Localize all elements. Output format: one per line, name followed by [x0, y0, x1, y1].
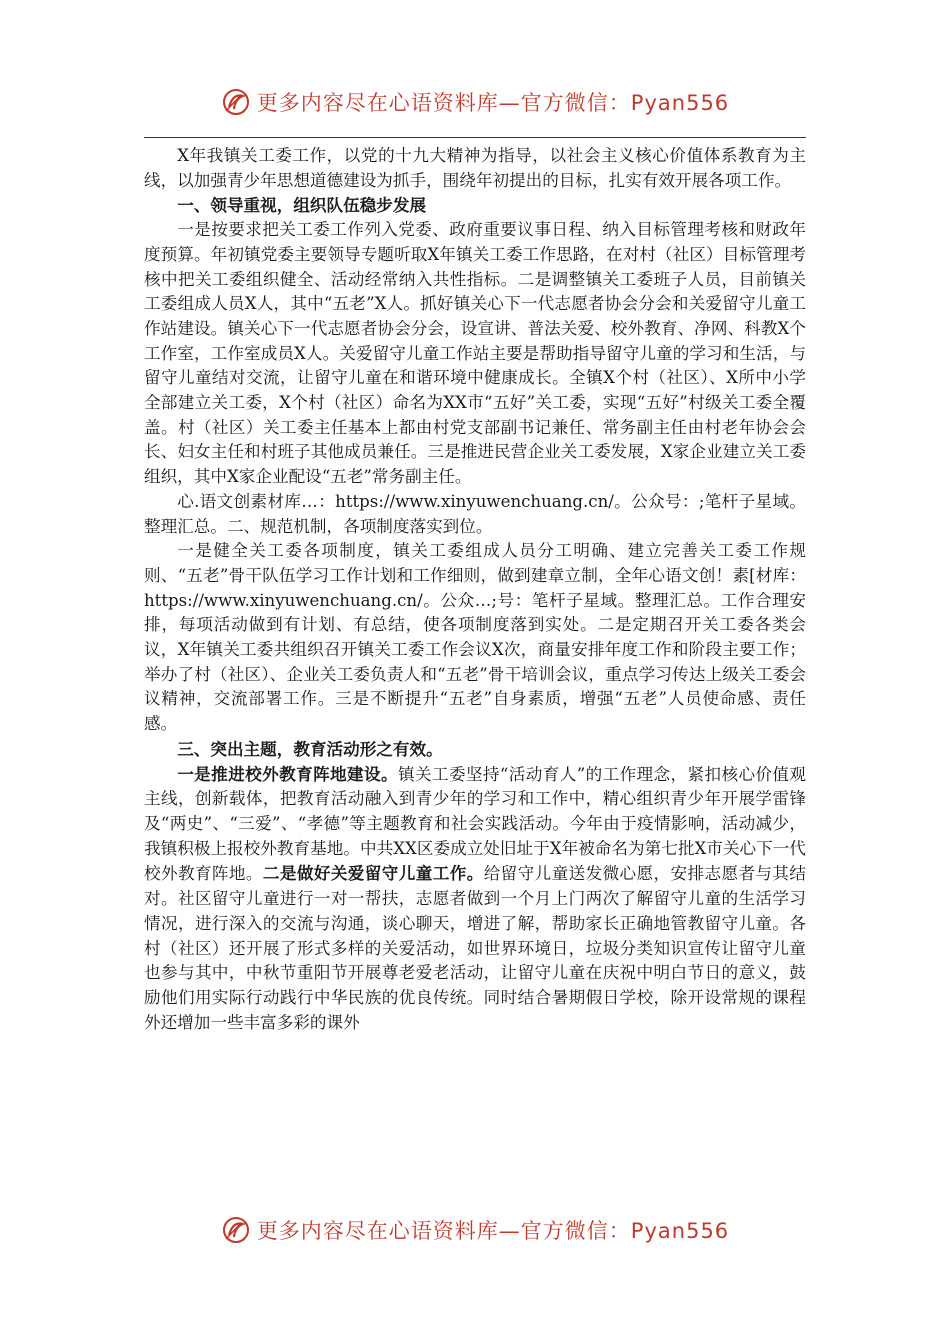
paragraph-section-1: 一是按要求把关工委工作列入党委、政府重要议事日程、纳入目标管理考核和财政年度预算。年初镇党委主要领导专题听取X年镇关工委工作思路，在对村（社区）目标管理考核中把关工委组织健全、活动经常纳入共性指标。二是调整镇关工委班子人员，目前镇关工委组成人员X人，其中“五老”X人。抓好镇关心下一代志愿者协会分会和关爱留守儿童工作站建设。镇关心下一代志愿者协会分会，设宣讲、普法关爱、校外教育、净网、科教X个工作室，工作室成员X人。关爱留守儿童工作站主要是帮助指导留守儿童的学习和生活，与留守儿童结对交流，让留守儿童在和谐环境中健康成长。全镇X个村（社区）、X所中小学全部建立关工委，X个村（社区）命名为XX市“五好”关工委，实现“五好”村级关工委全覆盖。村（社区）关工委主任基本上都由村党支部副书记兼任、常务副主任由村老年协会会长、妇女主任和村班子其他成员兼任。三是推进民营企业关工委发展，X家企业建立关工委组织，其中X家企业配设“五老”常务副主任。: [144, 220, 806, 487]
document-body: [144, 144, 806, 1035]
section-heading-3: 三、突出主题，教育活动形之有效。: [177, 738, 443, 759]
header-divider: [144, 137, 806, 138]
paragraph-section-2-intro: 心.语文创素材库…：https://www.xinyuwenchuang.cn/。公众号：;笔杆子星域。整理汇总。二、规范机制，各项制度落实到位。: [144, 491, 806, 536]
section-heading-1: 一、领导重视，组织队伍稳步发展: [177, 195, 427, 216]
swirl-logo-icon: [221, 87, 251, 117]
footer-watermark: [0, 1210, 950, 1250]
swirl-logo-icon: [221, 1215, 251, 1245]
watermark-text: 更多内容尽在心语资料库—官方微信：Pyan556: [256, 1219, 730, 1243]
text-run-1: 镇关工委坚持“活动育人”的工作理念，紧扣核心价值观主线，创新载体，把教育活动融入到青少年的学习和工作中，精心组织青少年开展学雷锋及“两史”、“三爱”、“孝德”等主题教育和社会实践活动。今年由于疫情影响，活动减少，我镇积极上报校外教育基地。中共XX区委成立处旧址于X年被命名为第七批X市关心下一代校外教育阵地。: [144, 764, 807, 884]
header-watermark: [0, 82, 950, 122]
watermark-text: 更多内容尽在心语资料库—官方微信：Pyan556: [256, 91, 730, 115]
bold-lead-2: 二是做好关爱留守儿童工作。: [262, 863, 484, 884]
bold-lead-1: 一是推进校外教育阵地建设。: [177, 763, 398, 784]
paragraph-intro: X年我镇关工委工作，以党的十九大精神为指导，以社会主义核心价值体系教育为主线，以加强青少年思想道德建设为抓手，围绕年初提出的目标，扎实有效开展各项工作。: [144, 146, 806, 190]
paragraph-section-2: 一是健全关工委各项制度，镇关工委组成人员分工明确、建立完善关工委工作规则、“五老”骨干队伍学习工作计划和工作细则，做到建章立制，全年心语文创！素[材库：https://www.xinyuwenchuang.cn/。公众…;号：笔杆子星域。整理汇总。工作合理安排，每项活动做到有计划、有总结，使各项制度落到实处。二是定期召开关工委各类会议，X年镇关工委共组织召开镇关工委工作会议X次，商量安排年度工作和阶段主要工作；举办了村（社区）、企业关工委负责人和“五老”骨干培训会议，重点学习传达上级关工委会议精神，交流部署工作。三是不断提升“五老”自身素质，增强“五老”人员使命感、责任感。: [144, 541, 806, 734]
paragraph-section-3: [144, 762, 806, 1036]
text-run-2: 给留守儿童送发微心愿，安排志愿者与其结对。社区留守儿童进行一对一帮扶，志愿者做到一个月上门两次了解留守儿童的生活学习情况，进行深入的交流与沟通，谈心聊天，增进了解，帮助家长正确地管教留守儿童。各村（社区）还开展了形式多样的关爱活动，如世界环境日，垃圾分类知识宣传让留守儿童也参与其中，中秋节重阳节开展尊老爱老活动，让留守儿童在庆祝中明白节日的意义，鼓励他们用实际行动践行中华民族的优良传统。同时结合暑期假日学校，除开设常规的课程外还增加一些丰富多彩的课外: [144, 864, 806, 1032]
